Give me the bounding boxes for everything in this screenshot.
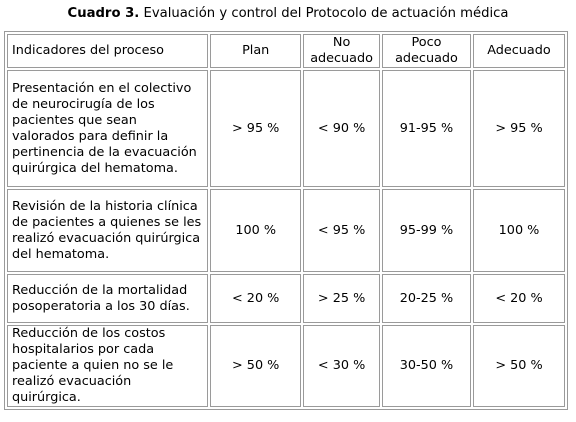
header-adecuado: Adecuado bbox=[473, 34, 565, 68]
caption-title: Evaluación y control del Protocolo de actuación médica bbox=[143, 6, 509, 21]
indicator-cell: Presentación en el colectivo de neurocirugía de los pacientes que sean valorados para definir la pertinencia de la evacuación quirúrgica del hematoma. bbox=[7, 70, 208, 187]
header-row bbox=[7, 34, 565, 68]
poco-adecuado-cell: 20-25 % bbox=[382, 274, 471, 323]
table-row bbox=[7, 189, 565, 272]
no-adecuado-cell: < 95 % bbox=[303, 189, 380, 272]
table-row bbox=[7, 274, 565, 323]
header-no-adecuado: No adecuado bbox=[303, 34, 380, 68]
table-row bbox=[7, 70, 565, 187]
header-plan: Plan bbox=[210, 34, 301, 68]
adecuado-cell: < 20 % bbox=[473, 274, 565, 323]
indicator-cell: Reducción de la mortalidad posoperatoria a los 30 días. bbox=[7, 274, 208, 323]
adecuado-cell: 100 % bbox=[473, 189, 565, 272]
no-adecuado-cell: > 25 % bbox=[303, 274, 380, 323]
header-poco-adecuado: Poco adecuado bbox=[382, 34, 471, 68]
header-indicadores: Indicadores del proceso bbox=[7, 34, 208, 68]
plan-cell: 100 % bbox=[210, 189, 301, 272]
poco-adecuado-cell: 95-99 % bbox=[382, 189, 471, 272]
table-row bbox=[7, 325, 565, 407]
no-adecuado-cell: < 90 % bbox=[303, 70, 380, 187]
plan-cell: > 50 % bbox=[210, 325, 301, 407]
indicator-cell: Revisión de la historia clínica de pacientes a quienes se les realizó evacuación quirúrgica del hematoma. bbox=[7, 189, 208, 272]
indicator-cell: Reducción de los costos hospitalarios por cada paciente a quien no se le realizó evacuación quirúrgica. bbox=[7, 325, 208, 407]
evaluation-table bbox=[4, 31, 568, 410]
caption-label: Cuadro 3. bbox=[67, 6, 140, 21]
adecuado-cell: > 50 % bbox=[473, 325, 565, 407]
adecuado-cell: > 95 % bbox=[473, 70, 565, 187]
poco-adecuado-cell: 91-95 % bbox=[382, 70, 471, 187]
poco-adecuado-cell: 30-50 % bbox=[382, 325, 471, 407]
plan-cell: > 95 % bbox=[210, 70, 301, 187]
no-adecuado-cell: < 30 % bbox=[303, 325, 380, 407]
table-caption bbox=[0, 5, 576, 23]
plan-cell: < 20 % bbox=[210, 274, 301, 323]
